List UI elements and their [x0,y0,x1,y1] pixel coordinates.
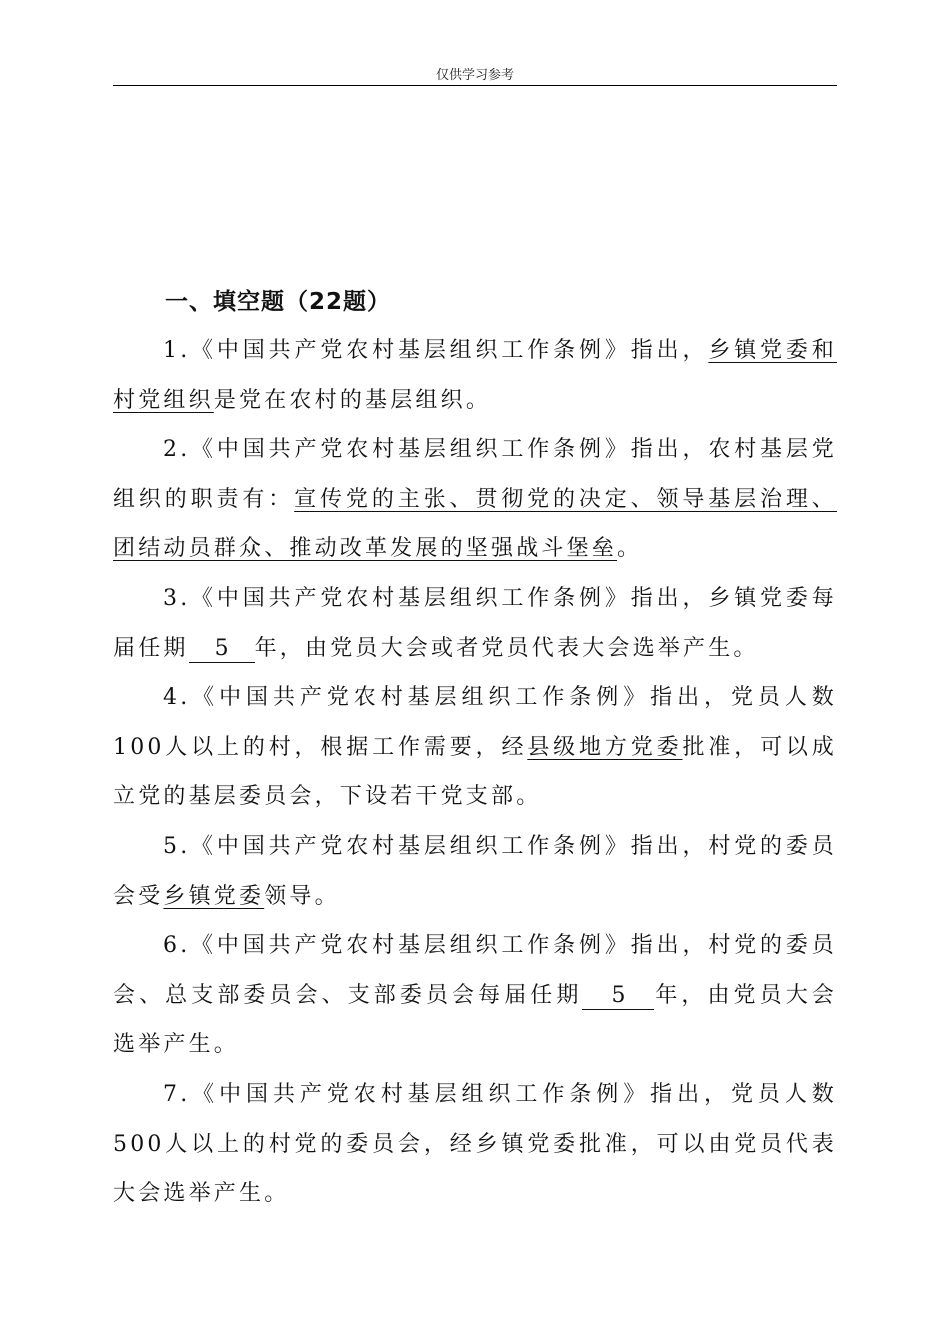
question-1 [113,326,837,425]
question-text-end: 批准，可以成立党的基层委员会，下设若干党支部。 [113,734,837,810]
question-text: 《中国共产党农村基层组织工作条例》指出， [190,338,709,363]
question-text-end: 年，由党员大会选举产生。 [113,982,837,1058]
question-text: 《中国共产党农村基层组织工作条例》指出，党员人数100人以上的村，根据工作需要，经 [113,685,837,760]
answer-underlined: 乡镇党委 [163,883,265,909]
answer-underlined: 乡镇党委和村党组织 [113,338,837,413]
question-2 [113,425,837,574]
header-rule [113,85,837,86]
question-number: 1. [163,338,191,363]
question-4 [113,673,837,822]
question-number: 6. [163,933,191,959]
question-text: 《中国共产党农村基层组织工作条例》指出，党员人数500人以上的村党的委员会，经乡镇党委批准，可以由党员代表大会选举产生。 [113,1081,837,1207]
section-title: 一、填空题（22题） [165,289,392,315]
question-text-end: 领导。 [264,883,340,909]
question-text: 《中国共产党农村基层组织工作条例》指出，农村基层党组织的职责有： [113,437,837,512]
question-7 [113,1070,837,1219]
question-number: 4. [163,685,191,711]
answer-underlined: 县级地方党委 [527,734,683,760]
question-text: 《中国共产党农村基层组织工作条例》指出，乡镇党委每届任期 [113,585,837,661]
question-number: 5. [163,833,191,859]
question-number: 2. [163,437,191,463]
question-list [113,326,837,1219]
question-text-end: 年，由党员大会或者党员代表大会选举产生。 [254,635,759,661]
question-text: 《中国共产党农村基层组织工作条例》指出，村党的委员会受 [113,833,837,909]
question-number: 7. [163,1081,191,1107]
question-number: 3. [163,585,191,611]
answer-blank: 5 [582,983,654,1010]
answer-blank: 5 [189,636,255,663]
question-text-end: 是党在农村的基层组织。 [213,387,492,413]
question-text-end: 。 [617,536,643,562]
question-text: 《中国共产党农村基层组织工作条例》指出，村党的委员会、总支部委员会、支部委员会每届任期 [113,933,837,1008]
page-header: 仅供学习参考 [435,68,514,83]
answer-underlined: 宣传党的主张、贯彻党的决定、领导基层治理、团结动员群众、推动改革发展的坚强战斗堡垒 [113,486,837,562]
question-6 [113,921,837,1070]
question-5 [113,822,837,921]
question-3 [113,574,837,673]
